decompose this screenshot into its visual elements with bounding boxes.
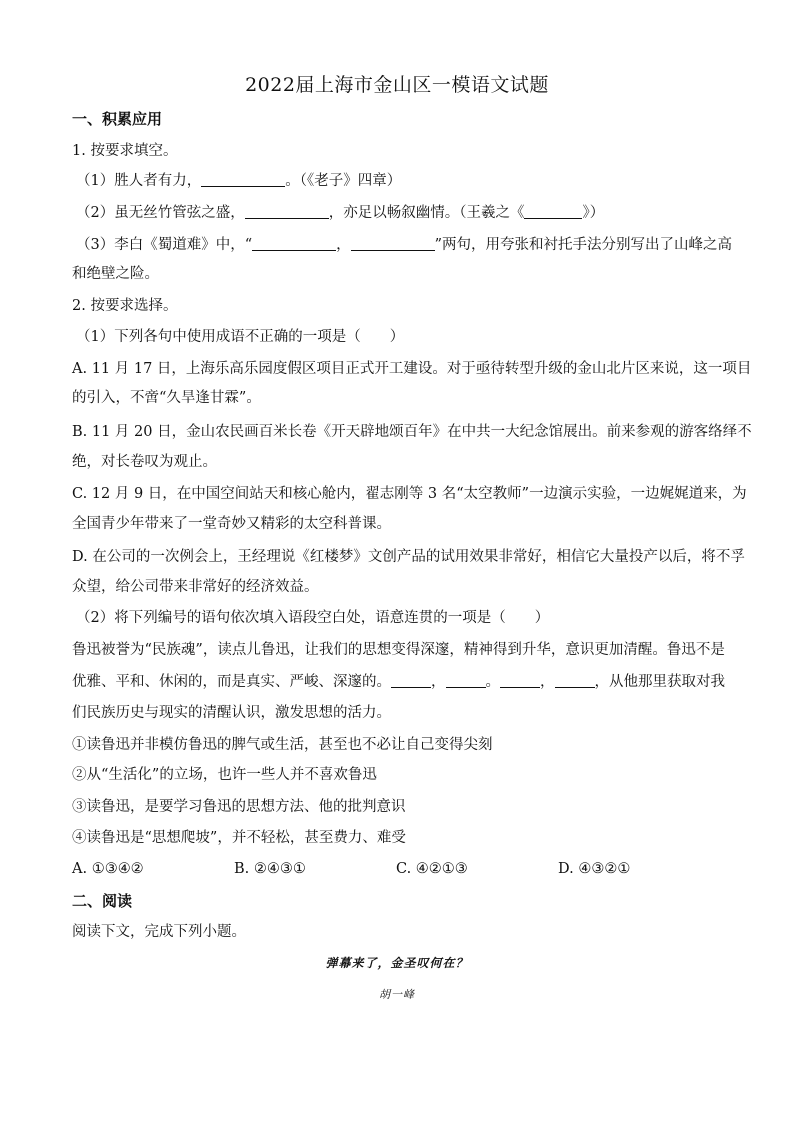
text-fragment: （2）虽无丝竹管弦之盛， — [76, 205, 245, 221]
question-2-stem: 2. 按要求选择。 — [72, 298, 178, 314]
section-heading-accumulation: 一、积累应用 — [72, 110, 163, 128]
option-b-line-2: 绝，对长卷叹为观止。 — [72, 454, 217, 470]
option-b-line-1: B. 11 月 20 日，金山农民画百米长卷《开天辟地颂百年》在中共一大纪念馆展出。前来参观的游客络绎不 — [72, 424, 752, 440]
choice-b[interactable]: B. ②④③① — [234, 861, 306, 877]
answer-blank[interactable] — [446, 673, 486, 688]
passage-line-2 — [72, 672, 725, 692]
answer-blank[interactable] — [245, 204, 329, 219]
section-heading-reading: 二、阅读 — [72, 892, 133, 910]
question-1-item-3 — [76, 235, 733, 255]
text-fragment: ，从他那里获取对我 — [594, 674, 725, 690]
answer-blank[interactable] — [252, 236, 336, 251]
article-author: 胡一峰 — [379, 988, 415, 1001]
option-d-line-1: D. 在公司的一次例会上，王经理说《红楼梦》文创产品的试用效果非常好，相信它大量投产以后，将不孚 — [72, 549, 745, 565]
sentence-3: ③读鲁迅，是要学习鲁迅的思想方法、他的批判意识 — [72, 799, 406, 815]
question-1-item-2 — [76, 203, 726, 223]
text-fragment: ，亦足以畅叙幽情。（王羲之《 — [328, 205, 525, 221]
answer-blank[interactable] — [500, 673, 540, 688]
text-fragment: 优雅、平和、休闲的，而是真实、严峻、深邃的。 — [72, 674, 391, 690]
question-1-item-3-cont: 和绝壁之险。 — [72, 266, 159, 282]
option-a-line-2: 的引入，不啻“久旱逢甘霖”。 — [72, 390, 261, 406]
question-1-stem: 1. 按要求填空。 — [72, 143, 178, 159]
sentence-2: ②从“生活化”的立场，也许一些人并不喜欢鲁迅 — [72, 767, 377, 783]
question-2-part-2-stem: （2）将下列编号的语句依次填入语段空白处，语意连贯的一项是（ ） — [76, 610, 550, 626]
option-c-line-2: 全国青少年带来了一堂奇妙又精彩的太空科普课。 — [72, 516, 391, 532]
text-fragment: ， — [336, 237, 351, 253]
option-a-line-1: A. 11 月 17 日，上海乐高乐园度假区项目正式开工建设。对于亟待转型升级的金山北片区来说，这一项目 — [72, 361, 752, 377]
text-fragment: 》） — [582, 205, 605, 221]
text-fragment: ， — [540, 674, 555, 690]
article-title: 弹幕来了，金圣叹何在？ — [325, 956, 469, 970]
reading-intro: 阅读下文，完成下列小题。 — [72, 924, 246, 940]
answer-blank[interactable] — [524, 204, 582, 219]
text-fragment: （1）胜人者有力， — [76, 173, 202, 189]
text-fragment: 。（《老子》四章） — [285, 173, 402, 189]
option-d-line-2: 众望，给公司带来非常好的经济效益。 — [72, 579, 319, 595]
page-title: 2022届上海市金山区一模语文试题 — [245, 74, 549, 96]
answer-blank[interactable] — [555, 673, 595, 688]
answer-blank[interactable] — [201, 172, 285, 187]
question-1-item-1 — [76, 171, 726, 191]
question-2-part-1-stem: （1）下列各句中使用成语不正确的一项是（ ） — [76, 329, 405, 345]
text-fragment: ”两句，用夸张和衬托手法分别写出了山峰之高 — [434, 237, 733, 253]
choice-c[interactable]: C. ④②①③ — [396, 861, 468, 877]
sentence-1: ①读鲁迅并非模仿鲁迅的脾气或生活，甚至也不必让自己变得尖刻 — [72, 737, 493, 753]
answer-blank[interactable] — [391, 673, 431, 688]
sentence-4: ④读鲁迅是“思想爬坡”，并不轻松，甚至费力、难受 — [72, 830, 406, 846]
text-fragment: ， — [431, 674, 446, 690]
passage-line-1: 鲁迅被誉为“民族魂”，读点儿鲁迅，让我们的思想变得深邃，精神得到升华，意识更加清醒。鲁迅不是 — [72, 642, 725, 658]
option-c-line-1: C. 12 月 9 日，在中国空间站天和核心舱内，翟志刚等 3 名“太空教师”一边演示实验，一边娓娓道来，为 — [72, 486, 747, 502]
answer-blank[interactable] — [351, 236, 435, 251]
choice-d[interactable]: D. ④③②① — [558, 861, 631, 877]
text-fragment: （3）李白《蜀道难》中，“ — [76, 237, 253, 253]
passage-line-3: 们民族历史与现实的清醒认识，激发思想的活力。 — [72, 705, 391, 721]
choice-a[interactable]: A. ①③④② — [72, 861, 144, 877]
text-fragment: 。 — [485, 674, 500, 690]
